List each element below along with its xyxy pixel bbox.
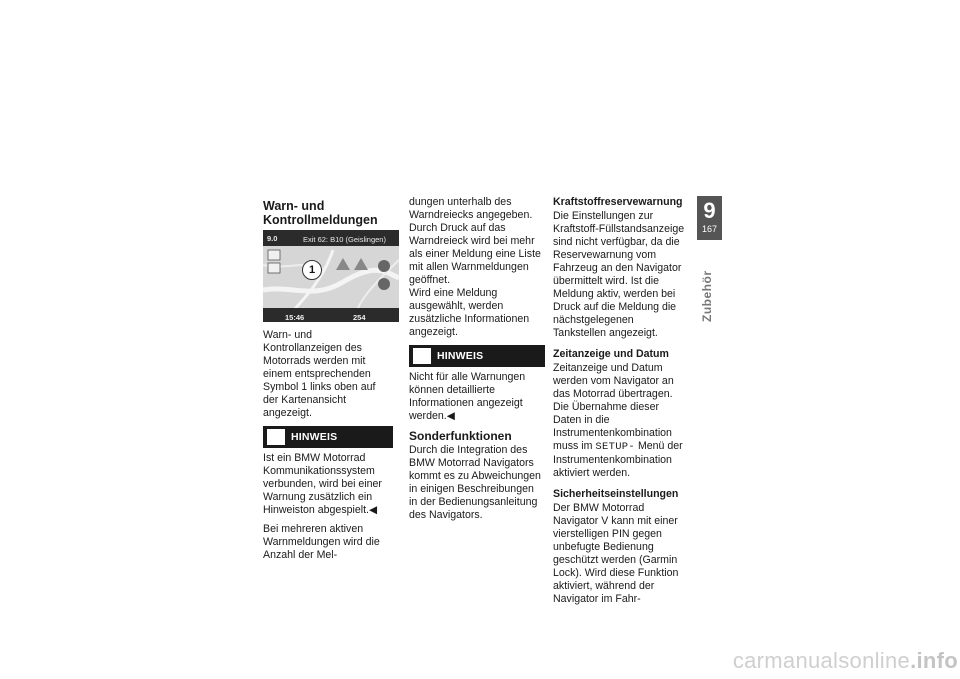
paragraph: Warn- und Kontrollanzeigen des Motorrads werden mit einem entsprechenden Symbol 1 links oben auf der Kartenansicht angezeigt. — [263, 329, 376, 419]
chapter-title: Zubehör — [700, 270, 714, 322]
watermark-text: carmanualsonline — [732, 648, 911, 673]
column-3 — [553, 196, 687, 612]
paragraph-text: Menü der Instrumentenkombination aktiviert werden. — [553, 440, 683, 479]
column-1 — [263, 196, 393, 568]
section-heading-special-functions: Sonderfunktionen — [409, 429, 512, 443]
paragraph — [553, 362, 687, 480]
watermark-suffix: .info — [910, 648, 958, 673]
warning-count-icon — [268, 263, 280, 273]
section-heading-warnings: Warn- und Kontrollmeldungen — [263, 199, 378, 227]
arrival-time: 15:46 — [285, 313, 305, 322]
notice-bar — [409, 345, 545, 367]
subheading-time-date: Zeitanzeige und Datum — [553, 348, 669, 360]
notice-label: HINWEIS — [437, 349, 484, 362]
column-2 — [409, 196, 545, 528]
warning-symbol-icon — [268, 250, 280, 260]
watermark — [548, 648, 958, 674]
paragraph: Bei mehreren aktiven Warnmeldungen wird die Anzahl der Mel- — [263, 523, 380, 561]
exit-label: Exit 62: B10 (Geislingen) — [303, 235, 386, 244]
callout-marker: 1 — [302, 260, 322, 280]
subheading-security: Sicherheitseinstellungen — [553, 488, 679, 500]
notice-bar — [263, 426, 393, 448]
paragraph: Nicht für alle Warnungen können detaillierte Informationen angezeigt werden.◀ — [409, 371, 526, 422]
paragraph: Ist ein BMW Motorrad Kommunikationssystem verbunden, wird bei einer Warnung zusätzlich ein Hinweiston abgespielt.◀ — [263, 452, 382, 516]
hand-pointer-icon — [413, 348, 431, 364]
navigator-map-screenshot — [263, 230, 399, 322]
map-top-bar — [263, 230, 399, 246]
map-bottom-bar — [263, 308, 399, 322]
chapter-tab — [697, 196, 722, 240]
subheading-fuel-reserve: Kraftstoffreservewarnung — [553, 196, 683, 208]
heading-value: 254 — [353, 313, 366, 322]
paragraph: Wird eine Meldung ausgewählt, werden zusätzliche Informationen angezeigt. — [409, 287, 530, 338]
paragraph: Durch die Integration des BMW Motorrad Navigators kommt es zu Abweichungen in einigen Beschreibungen in der Bedienungsanleitung des Navigators. — [409, 444, 541, 521]
hand-pointer-icon — [267, 429, 285, 445]
page-number: 167 — [701, 224, 718, 234]
notice-label: HINWEIS — [291, 430, 338, 443]
paragraph: dungen unterhalb des Warndreiecks angegeben. — [409, 196, 533, 221]
paragraph: Der BMW Motorrad Navigator V kann mit einer vierstelligen PIN gegen unbefugte Bedienung geschützt werden (Garmin Lock). Wird diese Funktion aktiviert, während der Navigator im Fahr- — [553, 502, 679, 605]
zoom-icon — [378, 260, 390, 272]
paragraph: Die Einstellungen zur Kraftstoff-Füllstandsanzeige sind nicht verfügbar, da die Reservewarnung vom Fahrzeug an den Navigator übermittelt wird. Ist die Meldung aktiv, werden bei Druck auf die Meldung die nächstgelegenen Tankstellen angezeigt. — [553, 210, 685, 339]
setup-menu-term: SETUP- — [595, 441, 635, 453]
paragraph: Durch Druck auf das Warndreieck wird bei mehr als einer Meldung eine Liste mit allen Warnmeldungen geöffnet. — [409, 222, 541, 286]
paragraph-text: Zeitanzeige und Datum werden vom Navigator an das Motorrad übertragen. Die Übernahme dieser Daten in die Instrumentenkombination muss im — [553, 362, 674, 452]
chapter-number: 9 — [703, 198, 716, 223]
turn-distance: 9.0 — [267, 234, 278, 243]
zoom-icon — [378, 278, 390, 290]
